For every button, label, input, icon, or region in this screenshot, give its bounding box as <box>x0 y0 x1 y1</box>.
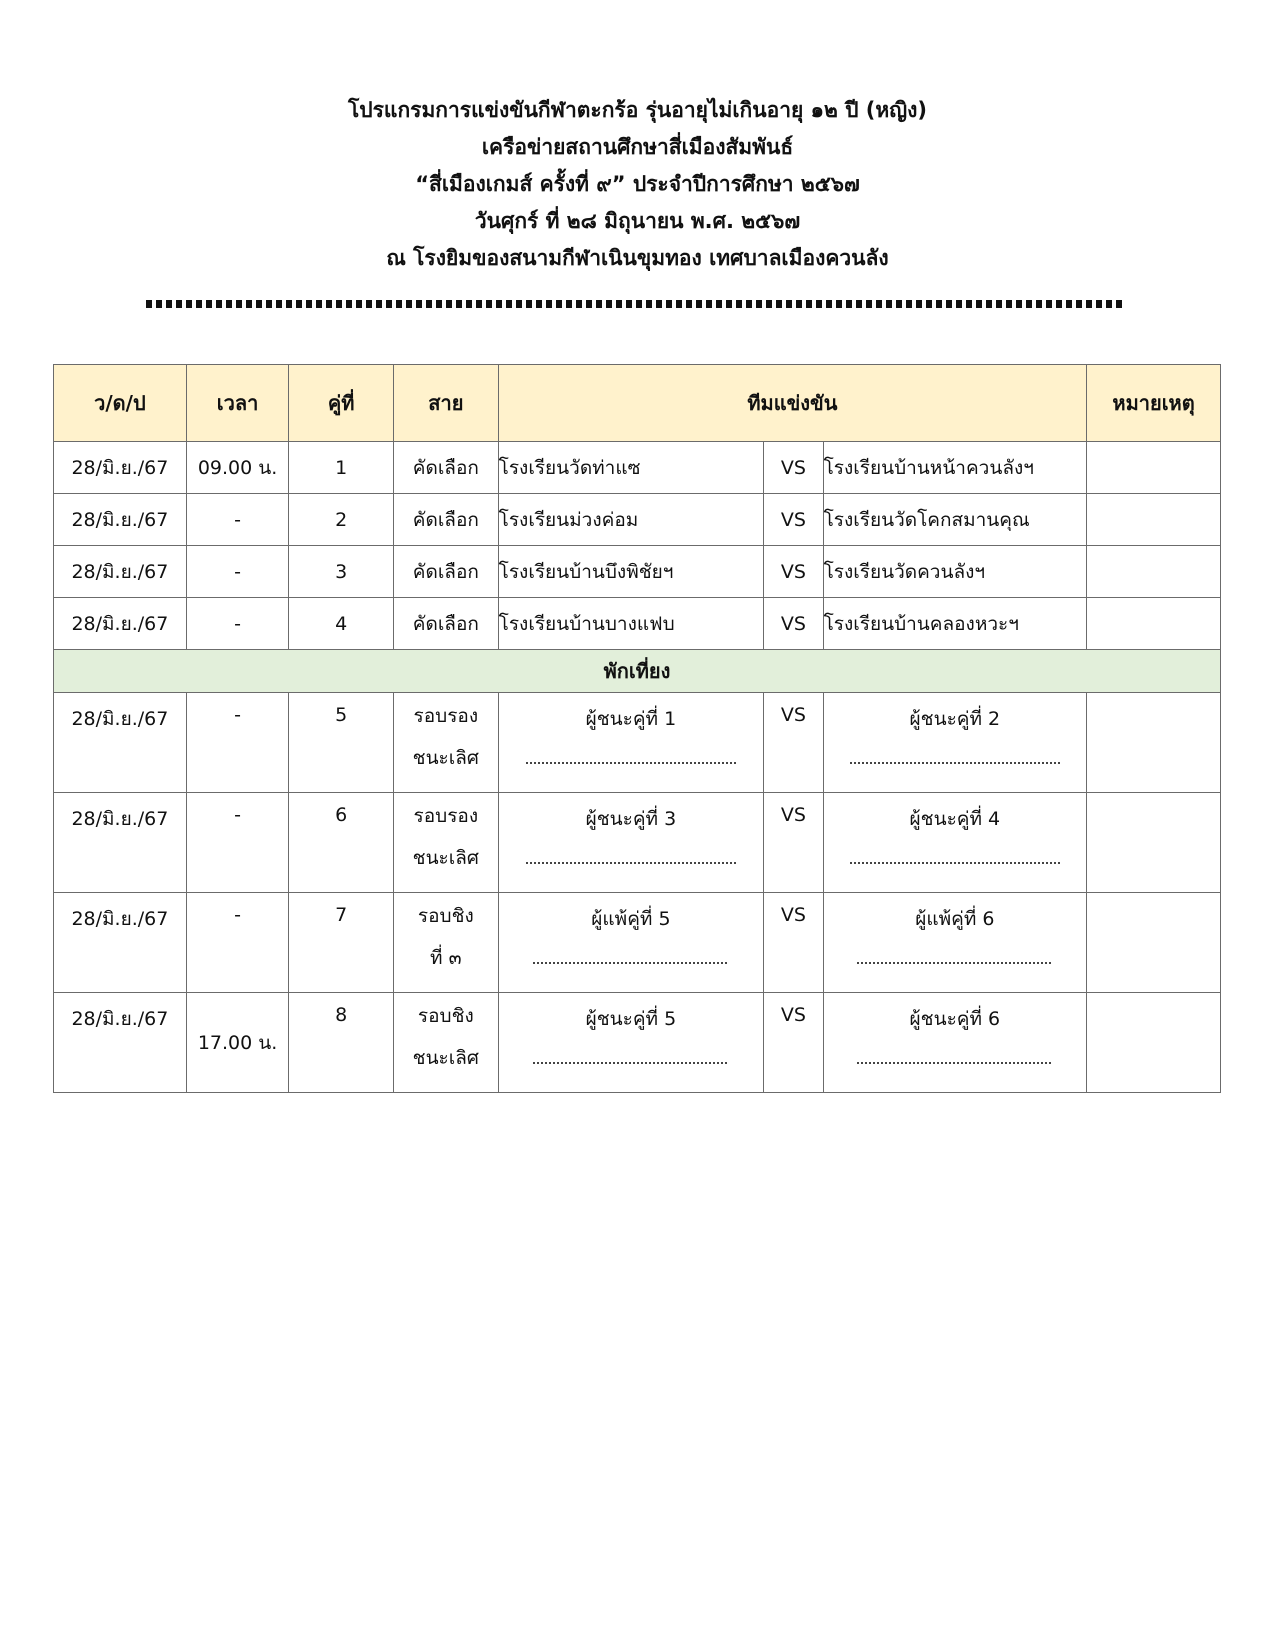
cell-team-1: โรงเรียนวัดท่าแซ <box>498 442 764 494</box>
cell-match <box>289 693 394 793</box>
header-match: คู่ที่ <box>289 365 394 442</box>
cell-category <box>394 893 499 993</box>
cell-date <box>54 693 187 793</box>
fill-in-line <box>850 762 1060 765</box>
cell-team-1 <box>498 693 764 793</box>
cell-team-2 <box>823 993 1087 1093</box>
cell-category <box>394 793 499 893</box>
cell-note <box>1087 793 1221 893</box>
table-row <box>54 893 1221 993</box>
title-line-5: ณ โรงยิมของสนามกีฬาเนินขุมทอง เทศบาลเมืองควนลัง <box>386 246 889 270</box>
fill-in-line <box>850 862 1060 865</box>
cell-time-text: 17.00 น. <box>197 1031 278 1054</box>
cell-time-text: - <box>234 904 242 926</box>
cell-team-2: โรงเรียนบ้านหน้าควนลังฯ <box>823 442 1087 494</box>
vs-text: VS <box>780 804 806 826</box>
cell-time <box>186 893 289 993</box>
cell-vs <box>764 993 823 1093</box>
category-line-1: รอบชิง <box>417 1005 474 1027</box>
vs-text: VS <box>780 1004 806 1026</box>
cell-team-2: โรงเรียนวัดโคกสมานคุณ <box>823 494 1087 546</box>
cell-date <box>54 993 187 1093</box>
table-header-row <box>54 365 1221 442</box>
fill-in-line <box>857 1062 1053 1065</box>
header-teams: ทีมแข่งขัน <box>498 365 1087 442</box>
title-line-4: วันศุกร์ ที่ ๒๘ มิถุนายน พ.ศ. ๒๕๖๗ <box>474 209 801 233</box>
cell-category: คัดเลือก <box>394 442 499 494</box>
cell-team-1 <box>498 893 764 993</box>
cell-vs <box>764 793 823 893</box>
team-1-text: ผู้ชนะคู่ที่ 1 <box>585 708 677 730</box>
dotted-divider <box>146 300 1126 308</box>
cell-category: คัดเลือก <box>394 598 499 650</box>
cell-date: 28/มิ.ย./67 <box>54 494 187 546</box>
cell-match-text: 6 <box>335 804 348 826</box>
cell-match <box>289 893 394 993</box>
schedule-table <box>53 364 1221 1093</box>
cell-vs: VS <box>764 442 823 494</box>
cell-team-2: โรงเรียนวัดควนลังฯ <box>823 546 1087 598</box>
cell-match-text: 8 <box>335 1004 348 1026</box>
table-row <box>54 793 1221 893</box>
table-row <box>54 546 1221 598</box>
cell-date-text: 28/มิ.ย./67 <box>71 808 169 830</box>
team-1-text: ผู้แพ้คู่ที่ 5 <box>591 908 671 930</box>
cell-time: 09.00 น. <box>186 442 289 494</box>
cell-match <box>289 793 394 893</box>
cell-note <box>1087 993 1221 1093</box>
cell-date-text: 28/มิ.ย./67 <box>71 1008 169 1030</box>
cell-category <box>394 993 499 1093</box>
title-line-1: โปรแกรมการแข่งขันกีฬาตะกร้อ รุ่นอายุไม่เกินอายุ ๑๒ ปี (หญิง) <box>348 98 927 122</box>
category-line-1: รอบชิง <box>417 905 474 927</box>
category-line-2: ชนะเลิศ <box>412 1047 479 1069</box>
cell-time <box>186 993 289 1093</box>
cell-date: 28/มิ.ย./67 <box>54 442 187 494</box>
cell-time-text: - <box>234 804 242 826</box>
cell-note <box>1087 546 1221 598</box>
title-line-3: “สี่เมืองเกมส์ ครั้งที่ ๙” ประจำปีการศึกษา ๒๕๖๗ <box>415 172 860 196</box>
cell-match-text: 7 <box>335 904 348 926</box>
fill-in-line <box>533 962 729 965</box>
cell-team-2 <box>823 893 1087 993</box>
header-note: หมายเหตุ <box>1087 365 1221 442</box>
document-header <box>0 92 1275 277</box>
cell-match <box>289 993 394 1093</box>
cell-vs: VS <box>764 546 823 598</box>
cell-note <box>1087 893 1221 993</box>
vs-text: VS <box>780 904 806 926</box>
lunch-break-label: พักเที่ยง <box>54 650 1221 693</box>
vs-text: VS <box>780 704 806 726</box>
cell-team-1 <box>498 993 764 1093</box>
cell-date <box>54 893 187 993</box>
cell-note <box>1087 442 1221 494</box>
cell-date <box>54 793 187 893</box>
cell-time-text: - <box>234 704 242 726</box>
cell-date: 28/มิ.ย./67 <box>54 546 187 598</box>
table-row <box>54 494 1221 546</box>
cell-match: 1 <box>289 442 394 494</box>
cell-team-1: โรงเรียนบ้านบางแฟบ <box>498 598 764 650</box>
category-line-2: ชนะเลิศ <box>412 747 479 769</box>
cell-team-2 <box>823 693 1087 793</box>
title-line-2: เครือข่ายสถานศึกษาสี่เมืองสัมพันธ์ <box>481 135 794 159</box>
cell-team-1 <box>498 793 764 893</box>
cell-vs: VS <box>764 598 823 650</box>
cell-match: 2 <box>289 494 394 546</box>
team-1-text: ผู้ชนะคู่ที่ 3 <box>585 808 677 830</box>
cell-note <box>1087 693 1221 793</box>
team-2-text: ผู้ชนะคู่ที่ 6 <box>909 1008 1001 1030</box>
cell-date: 28/มิ.ย./67 <box>54 598 187 650</box>
cell-team-2 <box>823 793 1087 893</box>
cell-category: คัดเลือก <box>394 494 499 546</box>
lunch-break-row <box>54 650 1221 693</box>
team-2-text: ผู้แพ้คู่ที่ 6 <box>915 908 995 930</box>
cell-date-text: 28/มิ.ย./67 <box>71 708 169 730</box>
cell-vs: VS <box>764 494 823 546</box>
header-date: ว/ด/ป <box>54 365 187 442</box>
cell-note <box>1087 494 1221 546</box>
cell-team-2: โรงเรียนบ้านคลองหวะฯ <box>823 598 1087 650</box>
cell-vs <box>764 693 823 793</box>
cell-match: 3 <box>289 546 394 598</box>
cell-vs <box>764 893 823 993</box>
fill-in-line <box>526 762 736 765</box>
fill-in-line <box>533 1062 729 1065</box>
cell-time: - <box>186 494 289 546</box>
cell-time: - <box>186 598 289 650</box>
category-line-1: รอบรอง <box>413 705 479 727</box>
cell-team-1: โรงเรียนม่วงค่อม <box>498 494 764 546</box>
category-line-1: รอบรอง <box>413 805 479 827</box>
fill-in-line <box>526 862 736 865</box>
category-line-2: ชนะเลิศ <box>412 847 479 869</box>
cell-date-text: 28/มิ.ย./67 <box>71 908 169 930</box>
cell-match: 4 <box>289 598 394 650</box>
cell-match-text: 5 <box>335 704 348 726</box>
table-row <box>54 598 1221 650</box>
cell-category <box>394 693 499 793</box>
team-1-text: ผู้ชนะคู่ที่ 5 <box>585 1008 677 1030</box>
cell-time <box>186 693 289 793</box>
cell-note <box>1087 598 1221 650</box>
table-row <box>54 993 1221 1093</box>
cell-time: - <box>186 546 289 598</box>
cell-time <box>186 793 289 893</box>
table-row <box>54 442 1221 494</box>
cell-category: คัดเลือก <box>394 546 499 598</box>
fill-in-line <box>857 962 1053 965</box>
header-time: เวลา <box>186 365 289 442</box>
cell-team-1: โรงเรียนบ้านบึงพิชัยฯ <box>498 546 764 598</box>
team-2-text: ผู้ชนะคู่ที่ 4 <box>909 808 1001 830</box>
table-row <box>54 693 1221 793</box>
category-line-2: ที่ ๓ <box>430 947 462 969</box>
header-category: สาย <box>394 365 499 442</box>
team-2-text: ผู้ชนะคู่ที่ 2 <box>909 708 1001 730</box>
